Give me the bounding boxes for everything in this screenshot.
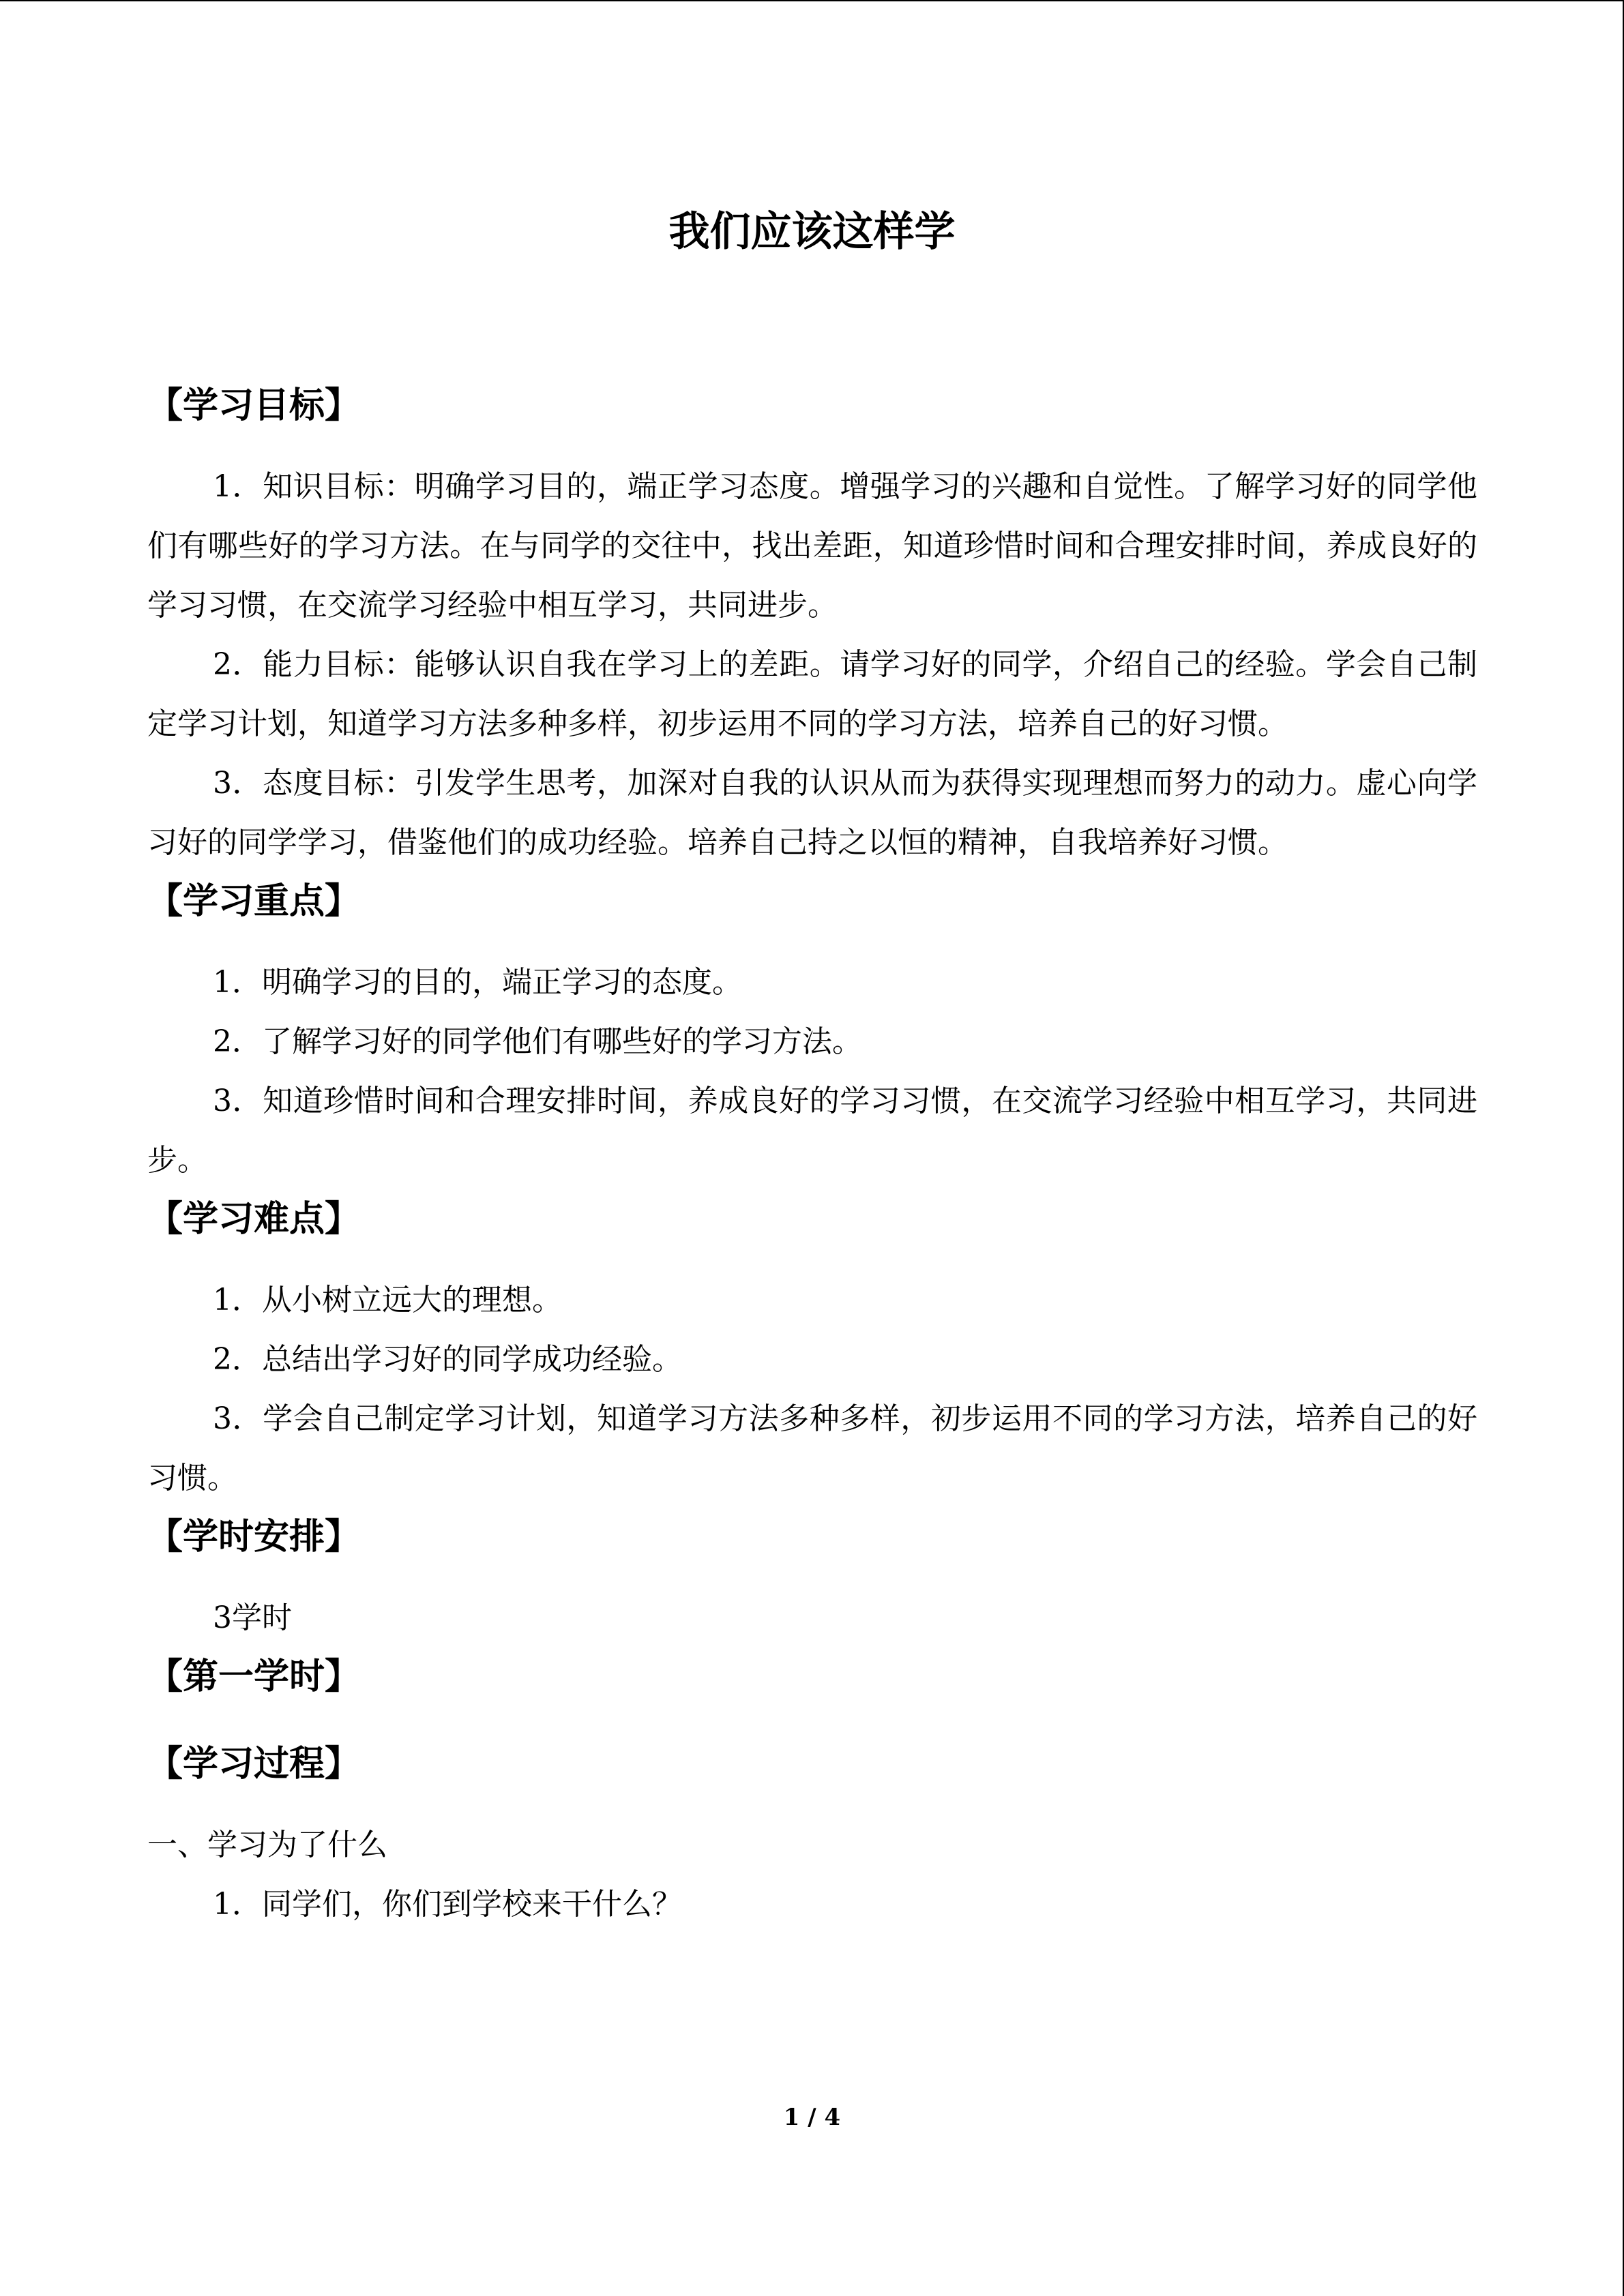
- objective-attitude: 3．态度目标：引发学生思考，加深对自我的认识从而为获得实现理想而努力的动力。虚心向学习好的同学学习，借鉴他们的成功经验。培养自己持之以恒的精神，自我培养好习惯。: [147, 766, 1477, 860]
- key-point-3: 3．知道珍惜时间和合理安排时间，养成良好的学习习惯，在交流学习经验中相互学习，共同进步。: [147, 1084, 1477, 1178]
- section-heading-objectives: 【学习目标】: [147, 385, 361, 426]
- key-point-2: 2．了解学习好的同学他们有哪些好的学习方法。: [213, 1024, 862, 1059]
- objective-knowledge: 1．知识目标：明确学习目的，端正学习态度。增强学习的兴趣和自觉性。了解学习好的同学他们有哪些好的学习方法。在与同学的交往中，找出差距，知道珍惜时间和合理安排时间，养成良好的学习习惯，在交流学习经验中相互学习，共同进步。: [147, 469, 1477, 623]
- document-title: 我们应该这样学: [668, 208, 956, 256]
- page-number: 1 / 4: [783, 2104, 841, 2131]
- process-subheading: 一、学习为了什么: [147, 1828, 387, 1862]
- section-heading-key-points: 【学习重点】: [147, 880, 361, 922]
- difficulty-3: 3．学会自己制定学习计划，知道学习方法多种多样，初步运用不同的学习方法，培养自己的好习惯。: [147, 1401, 1477, 1495]
- section-heading-process: 【学习过程】: [147, 1743, 361, 1785]
- difficulty-2: 2．总结出学习好的同学成功经验。: [213, 1342, 682, 1377]
- section-heading-difficulties: 【学习难点】: [147, 1198, 361, 1240]
- objective-ability: 2．能力目标：能够认识自我在学习上的差距。请学习好的同学，介绍自己的经验。学会自己制定学习计划，知道学习方法多种多样，初步运用不同的学习方法，培养自己的好习惯。: [147, 647, 1477, 741]
- difficulty-1: 1．从小树立远大的理想。: [213, 1283, 562, 1317]
- schedule-hours: 3学时: [213, 1600, 292, 1635]
- key-point-1: 1．明确学习的目的，端正学习的态度。: [213, 965, 742, 1000]
- document-body: [147, 382, 1477, 1934]
- section-heading-schedule: 【学时安排】: [147, 1516, 361, 1557]
- section-heading-first-lesson: 【第一学时】: [147, 1656, 361, 1697]
- process-question-1: 1．同学们，你们到学校来干什么？: [213, 1887, 682, 1922]
